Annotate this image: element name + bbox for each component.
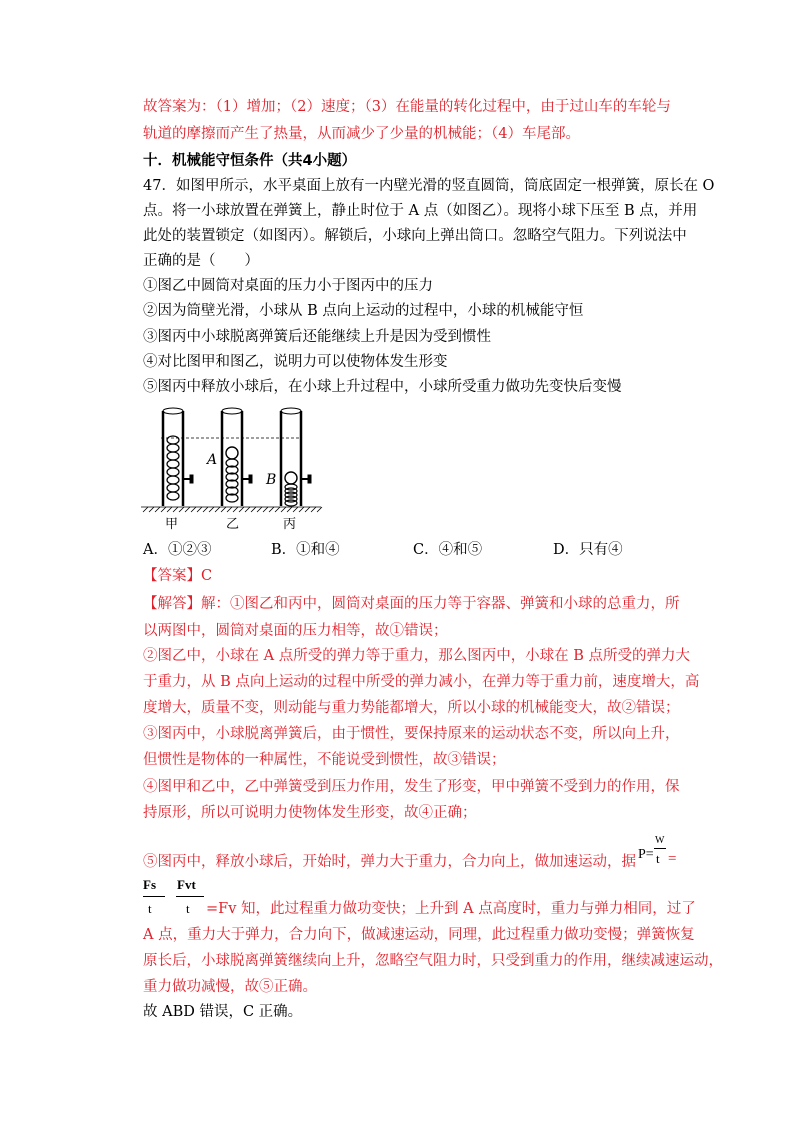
solution-line-7: 但惯性是物体的一种属性，不能说受到惯性，故③错误； [143,752,506,768]
formula-t2: t [148,901,152,916]
solution-line-3: ②图乙中，小球在 A 点所受的弹力等于重力，那么图丙中，小球在 B 点所受的弹力大 [143,648,691,664]
formula-p: P= [638,847,654,862]
ball-b [285,472,297,484]
solution-formula-tail: =Fv 知，此过程重力做功变快；上升到 A 点高度时，重力与弹力相同，过了 [206,901,696,917]
statement-5: ⑤图丙中释放小球后，在小球上升过程中，小球所受重力做功先变快后变慢 [143,379,622,395]
option-b[interactable]: B．①和④ [271,542,340,558]
option-a[interactable]: A．①②③ [143,542,212,558]
label-jia: 甲 [165,517,179,532]
solution-line-6: ③图丙中，小球脱离弹簧后，由于惯性，要保持原来的运动状态不变，所以向上升， [143,726,680,742]
solution-line-9: 持原形，所以可说明力使物体发生形变，故④正确； [143,805,477,821]
prev-answer-line-1: 故答案为：（1）增加；（2）速度；（3）在能量的转化过程中，由于过山车的车轮与 [143,99,671,115]
solution-line-5: 度增大，质量不变，则动能与重力势能都增大，所以小球的机械能变大，故②错误； [143,700,680,716]
cylinder-yi [222,408,252,506]
question-line-1: 47．如图甲所示，水平桌面上放有一内壁光滑的竖直圆筒，筒底固定一根弹簧，原长在 O [143,178,715,194]
question-line-4: 正确的是（ ） [143,253,259,269]
cylinder-bing [281,408,311,506]
section-title: 十．机械能守恒条件（共4小题） [143,153,357,169]
solution-line-4: 于重力，从 B 点向上运动的过程中所受的弹力减小，在弹力等于重力前，速度增大，高 [143,674,700,690]
formula-w: W [655,835,665,846]
statement-2: ②因为筒壁光滑，小球从 B 点向上运动的过程中，小球的机械能守恒 [143,303,584,319]
spring-bing [285,484,297,506]
solution-line-11: A 点，重力大于弹力，合力向下，做减速运动，同理，此过程重力做功变慢；弹簧恢复 [143,927,695,943]
label-yi: 乙 [226,517,240,532]
label-bing: 丙 [283,517,297,532]
lock-device-yi [242,475,252,483]
solution-line-10: ⑤图丙中，释放小球后，开始时，弹力大于重力，合力向上，做加速运动，据 [143,854,636,870]
statement-1: ①图乙中圆筒对桌面的压力小于图丙中的压力 [143,278,433,294]
solution-line-2: 以两图中，圆筒对桌面的压力相等，故①错误； [143,623,448,639]
statement-3: ③图丙中小球脱离弹簧后还能继续上升是因为受到惯性 [143,329,491,345]
question-line-2: 点。将一小球放置在弹簧上，静止时位于 A 点（如图乙）。现将小球下压至 B 点，并用 [143,203,698,219]
spring-yi [226,459,238,502]
solution-conclusion: 故 ABD 错误，C 正确。 [143,1004,303,1020]
option-d[interactable]: D．只有④ [553,542,623,558]
formula-t1: t [656,851,660,866]
question-line-3: 此处的装置锁定（如图丙）。解锁后，小球向上弹出筒口。忽略空气阻力。下列说法中 [143,228,687,244]
prev-answer-line-2: 轨道的摩擦而产生了热量，从而减少了少量的机械能；（4）车尾部。 [143,126,580,142]
solution-line-12: 原长后，小球脱离弹簧继续向上升，忽略空气阻力时，只受到重力的作用，继续减速运动， [143,953,723,969]
lock-device-bing [301,475,311,483]
answer-label: 【答案】C [143,568,213,584]
cylinder-jia [163,408,193,506]
spring-cylinder-figure [141,404,326,532]
statement-4: ④对比图甲和图乙，说明力可以使物体发生形变 [143,354,448,370]
formula-fvt: Fvt [177,877,196,892]
lock-device-jia [183,475,193,483]
formula-t3: t [186,901,190,916]
solution-line-1: 【解答】解：①图乙和丙中，圆筒对桌面的压力等于容器、弹簧和小球的总重力，所 [143,596,680,612]
label-b: B [266,472,277,488]
option-c[interactable]: C．④和⑤ [413,542,483,558]
ball-a [226,447,238,459]
label-a: A [207,452,218,468]
spring-jia [167,436,179,500]
solution-line-8: ④图甲和乙中，乙中弹簧受到压力作用，发生了形变，甲中弹簧不受到力的作用，保 [143,779,680,795]
solution-line-13: 重力做功减慢，故⑤正确。 [143,979,317,995]
formula-eq: = [668,851,677,867]
ground-hatch [141,507,322,512]
formula-fs: Fs [143,877,156,892]
